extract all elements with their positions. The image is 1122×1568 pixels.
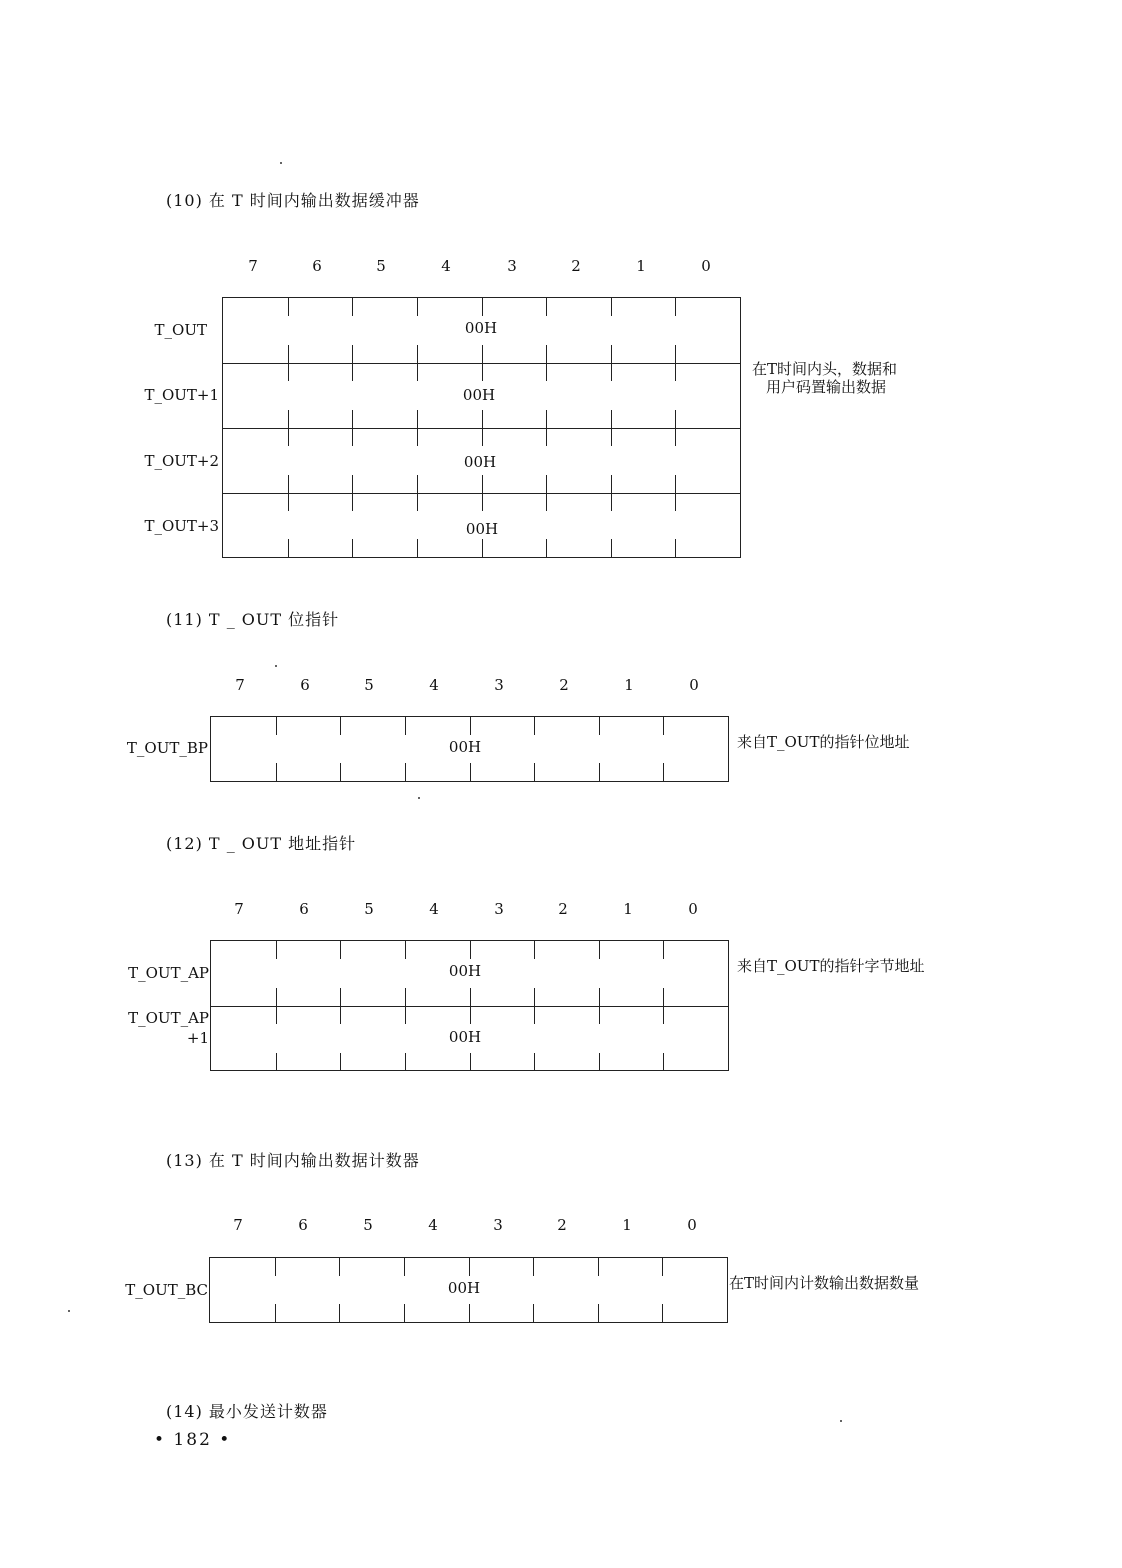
bit-number: 6 xyxy=(312,257,322,275)
register-table xyxy=(222,297,741,558)
bit-number: 0 xyxy=(701,257,711,275)
bit-tick xyxy=(546,298,547,316)
bit-tick xyxy=(288,363,289,381)
bit-tick xyxy=(546,475,547,493)
bit-number: 0 xyxy=(689,676,699,694)
register-value: 00H xyxy=(464,319,498,337)
bit-tick xyxy=(599,1006,600,1024)
bit-number: 7 xyxy=(234,900,244,918)
bit-number: 4 xyxy=(441,257,451,275)
bit-number: 2 xyxy=(559,676,569,694)
bit-tick xyxy=(417,298,418,316)
bit-number: 1 xyxy=(636,257,646,275)
bit-tick xyxy=(340,988,341,1006)
bit-number: 3 xyxy=(494,900,504,918)
bit-tick xyxy=(288,493,289,511)
bit-number: 4 xyxy=(428,1216,438,1234)
bit-tick xyxy=(482,428,483,446)
bit-tick xyxy=(352,539,353,557)
bit-tick xyxy=(611,539,612,557)
bit-tick xyxy=(417,539,418,557)
register-label: T_OUT+3 xyxy=(144,517,219,535)
bit-number: 2 xyxy=(571,257,581,275)
bit-tick xyxy=(546,363,547,381)
bit-tick xyxy=(663,988,664,1006)
bit-tick xyxy=(662,1304,663,1322)
bit-tick xyxy=(288,298,289,316)
bit-tick xyxy=(404,1304,405,1322)
bit-tick xyxy=(288,539,289,557)
bit-tick xyxy=(276,1006,277,1024)
bit-tick xyxy=(599,1053,600,1071)
section-heading: (13) 在 T 时间内输出数据计数器 xyxy=(166,1151,420,1170)
bit-tick xyxy=(675,475,676,493)
bit-number: 5 xyxy=(363,1216,373,1234)
bit-number: 7 xyxy=(233,1216,243,1234)
bit-tick xyxy=(675,428,676,446)
scan-speck xyxy=(275,665,277,667)
bit-tick xyxy=(663,717,664,735)
bit-number: 6 xyxy=(298,1216,308,1234)
bit-tick xyxy=(470,717,471,735)
note-line: 在T时间内计数输出数据数量 xyxy=(729,1274,920,1292)
note-line: 来自T_OUT的指针位地址 xyxy=(737,733,910,751)
bit-tick xyxy=(482,363,483,381)
bit-tick xyxy=(675,345,676,363)
bit-tick xyxy=(599,717,600,735)
bit-tick xyxy=(288,475,289,493)
bit-tick xyxy=(417,363,418,381)
bit-tick xyxy=(470,941,471,959)
bit-tick xyxy=(663,763,664,781)
scan-speck xyxy=(68,1310,70,1312)
bit-tick xyxy=(417,345,418,363)
bit-number: 3 xyxy=(494,676,504,694)
register-label: T_OUT+1 xyxy=(144,386,219,404)
bit-number: 5 xyxy=(364,676,374,694)
bit-tick xyxy=(469,1304,470,1322)
bit-tick xyxy=(339,1258,340,1276)
bit-number: 4 xyxy=(429,676,439,694)
bit-tick xyxy=(546,428,547,446)
bit-tick xyxy=(482,475,483,493)
register-table xyxy=(209,1257,728,1323)
bit-tick xyxy=(288,428,289,446)
register-table xyxy=(210,716,729,782)
bit-tick xyxy=(546,493,547,511)
bit-number: 2 xyxy=(558,900,568,918)
bit-tick xyxy=(482,345,483,363)
bit-tick xyxy=(276,1053,277,1071)
bit-tick xyxy=(405,717,406,735)
bit-number: 4 xyxy=(429,900,439,918)
register-note xyxy=(737,733,909,751)
bit-number: 0 xyxy=(687,1216,697,1234)
register-label: T_OUT xyxy=(154,321,207,339)
bit-tick xyxy=(675,363,676,381)
bit-number: 1 xyxy=(624,676,634,694)
bit-tick xyxy=(534,763,535,781)
register-value: 00H xyxy=(465,520,499,538)
bit-number: 1 xyxy=(623,900,633,918)
bit-tick xyxy=(352,298,353,316)
bit-tick xyxy=(599,988,600,1006)
bit-tick xyxy=(470,1006,471,1024)
bit-tick xyxy=(275,1304,276,1322)
bit-tick xyxy=(611,428,612,446)
section-heading: (14) 最小发送计数器 xyxy=(166,1402,328,1421)
scan-speck xyxy=(280,162,282,164)
bit-tick xyxy=(663,941,664,959)
bit-tick xyxy=(352,475,353,493)
bit-tick xyxy=(675,410,676,428)
bit-tick xyxy=(288,345,289,363)
bit-tick xyxy=(611,363,612,381)
bit-number: 3 xyxy=(507,257,517,275)
bit-tick xyxy=(417,493,418,511)
bit-number: 3 xyxy=(493,1216,503,1234)
bit-tick xyxy=(405,988,406,1006)
bit-tick xyxy=(611,493,612,511)
bit-tick xyxy=(405,763,406,781)
register-value: 00H xyxy=(462,386,496,404)
bit-tick xyxy=(611,298,612,316)
bit-tick xyxy=(611,475,612,493)
bit-number: 5 xyxy=(364,900,374,918)
bit-tick xyxy=(276,763,277,781)
bit-tick xyxy=(405,1053,406,1071)
bit-tick xyxy=(275,1258,276,1276)
bit-tick xyxy=(340,941,341,959)
note-line: 用户码置输出数据 xyxy=(766,378,887,396)
bit-number: 1 xyxy=(622,1216,632,1234)
bit-tick xyxy=(534,941,535,959)
register-label: T_OUT_BP xyxy=(126,739,208,757)
bit-tick xyxy=(276,717,277,735)
register-note xyxy=(737,957,924,975)
bit-tick xyxy=(470,1053,471,1071)
bit-tick xyxy=(533,1304,534,1322)
bit-tick xyxy=(482,539,483,557)
section-heading: (11) T _ OUT 位指针 xyxy=(166,610,340,629)
bit-tick xyxy=(546,410,547,428)
bit-tick xyxy=(599,941,600,959)
bit-tick xyxy=(340,1006,341,1024)
bit-tick xyxy=(482,298,483,316)
bit-tick xyxy=(352,493,353,511)
register-value: 00H xyxy=(447,1279,481,1297)
register-value: 00H xyxy=(448,1028,482,1046)
bit-tick xyxy=(611,410,612,428)
bit-tick xyxy=(470,763,471,781)
register-value: 00H xyxy=(448,738,482,756)
bit-tick xyxy=(675,539,676,557)
register-table xyxy=(210,940,729,1071)
bit-tick xyxy=(340,1053,341,1071)
bit-tick xyxy=(675,298,676,316)
bit-tick xyxy=(339,1304,340,1322)
bit-number: 7 xyxy=(235,676,245,694)
bit-number: 5 xyxy=(376,257,386,275)
section-heading: (12) T _ OUT 地址指针 xyxy=(166,834,357,853)
bit-tick xyxy=(663,1006,664,1024)
bit-tick xyxy=(352,410,353,428)
bit-tick xyxy=(340,717,341,735)
bit-tick xyxy=(276,988,277,1006)
bit-tick xyxy=(352,363,353,381)
register-value: 00H xyxy=(463,453,497,471)
note-line: 来自T_OUT的指针字节地址 xyxy=(737,957,925,975)
bit-tick xyxy=(534,717,535,735)
bit-tick xyxy=(470,988,471,1006)
register-label: T_OUT_BC xyxy=(125,1281,208,1299)
bit-tick xyxy=(546,539,547,557)
bit-tick xyxy=(417,475,418,493)
scan-speck xyxy=(840,1420,842,1422)
bit-tick xyxy=(675,493,676,511)
bit-number: 6 xyxy=(299,900,309,918)
register-value: 00H xyxy=(448,962,482,980)
bit-tick xyxy=(534,988,535,1006)
register-label: T_OUT+2 xyxy=(144,452,219,470)
bit-tick xyxy=(469,1258,470,1276)
bit-tick xyxy=(599,763,600,781)
section-heading: (10) 在 T 时间内输出数据缓冲器 xyxy=(166,191,420,210)
bit-number: 6 xyxy=(300,676,310,694)
bit-tick xyxy=(534,1053,535,1071)
register-label: T_OUT_AP +1 xyxy=(128,1009,209,1047)
bit-tick xyxy=(533,1258,534,1276)
register-label: T_OUT_AP xyxy=(128,964,209,982)
bit-tick xyxy=(662,1258,663,1276)
bit-tick xyxy=(340,763,341,781)
bit-tick xyxy=(405,941,406,959)
bit-tick xyxy=(663,1053,664,1071)
bit-tick xyxy=(482,410,483,428)
bit-number: 0 xyxy=(688,900,698,918)
register-note xyxy=(752,360,897,396)
bit-tick xyxy=(482,493,483,511)
bit-tick xyxy=(352,428,353,446)
bit-tick xyxy=(417,410,418,428)
bit-tick xyxy=(534,1006,535,1024)
bit-number: 2 xyxy=(557,1216,567,1234)
bit-tick xyxy=(546,345,547,363)
bit-tick xyxy=(598,1258,599,1276)
bit-tick xyxy=(405,1006,406,1024)
scan-speck xyxy=(418,797,420,799)
bit-tick xyxy=(276,941,277,959)
register-note xyxy=(729,1274,919,1292)
bit-tick xyxy=(404,1258,405,1276)
bit-tick xyxy=(611,345,612,363)
bit-tick xyxy=(417,428,418,446)
page-number: • 182 • xyxy=(154,1430,232,1450)
bit-number: 7 xyxy=(248,257,258,275)
bit-tick xyxy=(352,345,353,363)
note-line: 在T时间内头，数据和 xyxy=(752,360,898,378)
bit-tick xyxy=(288,410,289,428)
bit-tick xyxy=(598,1304,599,1322)
